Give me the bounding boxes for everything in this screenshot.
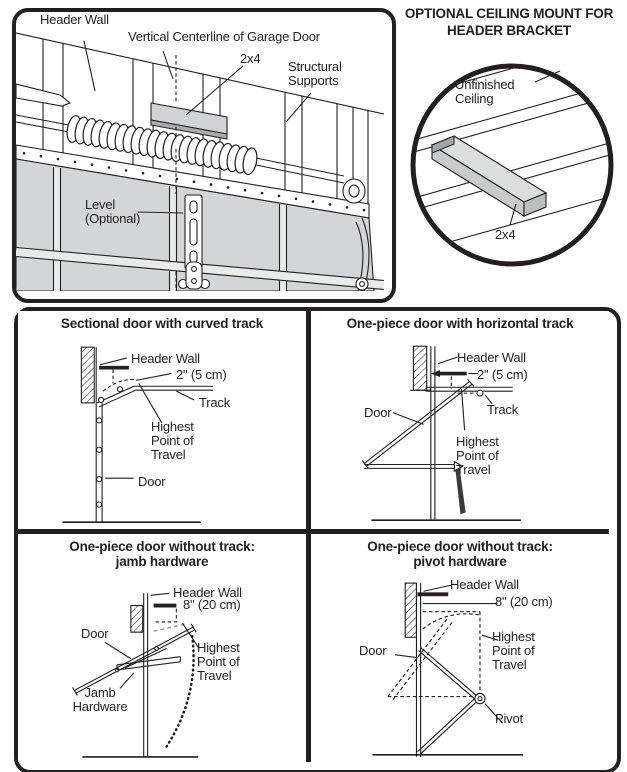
label-clearance: 8" (20 cm) (183, 597, 241, 612)
level-tool (185, 195, 202, 269)
pivot-joint-hub (478, 697, 482, 701)
label-header-wall: Header Wall (173, 585, 242, 600)
label-door: Door (138, 474, 166, 489)
panel-title-line2: jamb hardware (115, 554, 209, 569)
two-by-four-block (432, 136, 546, 216)
label-track: Track (199, 395, 231, 410)
header-wall-hatch (131, 606, 143, 633)
panel-onepiece-pivot-hardware (311, 534, 609, 762)
label-2x4: 2x4 (495, 227, 516, 242)
label-track: Track (487, 402, 519, 417)
door-clearance-grid (14, 307, 621, 772)
panel-onepiece-horizontal-track (311, 311, 609, 534)
label-jamb-hardware: Jamb Hardware (72, 685, 128, 715)
horizontal-track (426, 387, 513, 391)
label-unfinished-ceiling: Unfinished Ceiling (455, 77, 515, 107)
label-2x4: 2x4 (240, 51, 261, 66)
door-arm (364, 464, 454, 468)
panel-title: Sectional door with curved track (60, 316, 264, 331)
label-clearance: 2" (5 cm) (176, 367, 227, 382)
ceiling-mount-section (396, 6, 624, 296)
label-pivot: Pivot (495, 711, 523, 726)
label-clearance: 2" (5 cm) (477, 367, 528, 382)
onepiece-track-diagram (311, 311, 609, 529)
label-header-wall: Header Wall (40, 12, 109, 27)
label-highest-point: Highest Point of Travel (492, 629, 535, 673)
label-header-wall: Header Wall (450, 577, 519, 592)
label-door: Door (364, 405, 392, 420)
panel-onepiece-jamb-hardware (18, 534, 311, 762)
header-bracket-illustration (16, 12, 384, 291)
label-highest-point: Highest Point of Travel (456, 434, 499, 478)
label-header-wall: Header Wall (131, 351, 200, 366)
panel-sectional-curved-track (18, 311, 311, 534)
panel-title-line2: pivot hardware (413, 554, 507, 569)
header-bracket-panel (12, 8, 396, 303)
bottom-drum-hub (360, 282, 365, 287)
label-header-wall: Header Wall (457, 350, 526, 365)
label-highest-point: Highest Point of Travel (151, 419, 194, 463)
panel-title: One-piece door without track: (69, 539, 255, 554)
panel-title: One-piece door with horizontal track (346, 316, 574, 331)
header-wall-hatch (405, 583, 416, 637)
header-wall-hatch (413, 346, 426, 390)
curved-track (97, 386, 213, 407)
jamb-hardware-arm (117, 649, 180, 670)
travel-dash (154, 624, 187, 631)
label-level-optional: Level (Optional) (85, 197, 141, 227)
label-highest-point: Highest Point of Travel (197, 640, 240, 684)
label-door: Door (81, 626, 109, 641)
door-travel-arc (164, 636, 193, 749)
label-structural-supports: Structural Supports (288, 59, 342, 89)
cable-drum (343, 179, 365, 203)
door-panel (419, 647, 480, 701)
header-wall-hatch (81, 347, 94, 403)
label-door: Door (359, 643, 387, 658)
roller (477, 390, 483, 396)
panel-title: One-piece door without track: (367, 539, 553, 554)
pivot-arm (418, 696, 480, 755)
roller (117, 387, 122, 392)
label-vertical-centerline: Vertical Centerline of Garage Door (128, 29, 320, 44)
door-hinges (97, 418, 102, 507)
roller (99, 397, 104, 402)
label-clearance: 8" (20 cm) (495, 594, 553, 609)
ceiling-mount-title: OPTIONAL CEILING MOUNT FOR HEADER BRACKET (404, 6, 614, 38)
